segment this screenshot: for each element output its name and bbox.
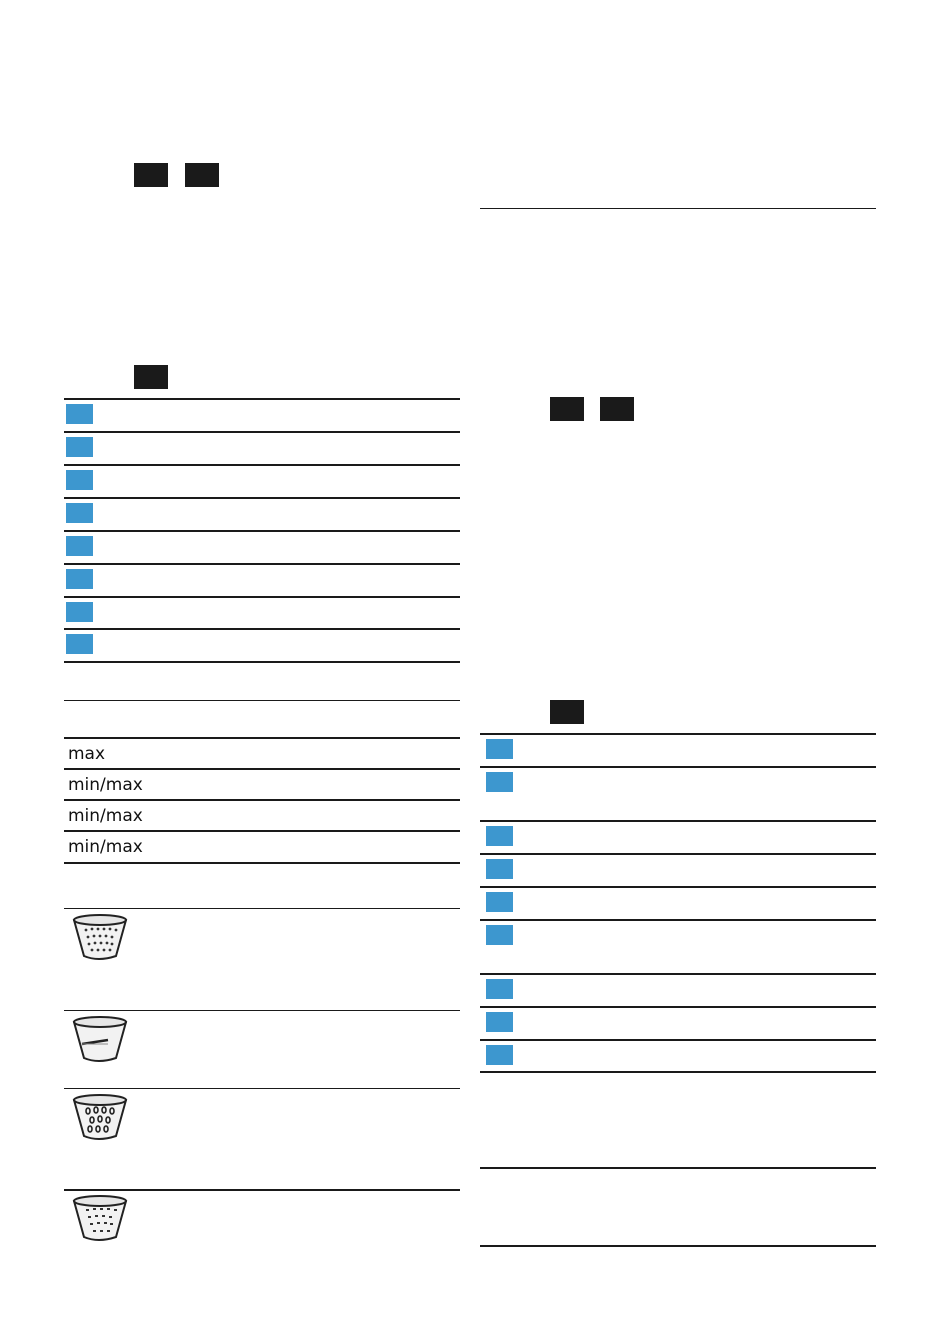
number-badge [66,569,93,589]
number-badge [486,772,513,792]
capacity-label: max [68,744,106,764]
number-badge [66,503,93,523]
number-badge [66,404,93,424]
number-badge [486,1012,513,1032]
right-column [480,0,876,1324]
left-column [64,0,460,1324]
medium-grater-disc-icon [68,1193,128,1249]
number-badge [486,739,513,759]
number-badge [66,602,93,622]
key-symbol [600,397,634,421]
number-badge [66,470,93,490]
capacity-label: min/max [68,837,143,857]
number-badge [486,859,513,879]
key-symbol [134,163,168,187]
number-badge [66,634,93,654]
number-badge [486,979,513,999]
number-badge [66,437,93,457]
key-symbol [185,163,219,187]
number-badge [486,1045,513,1065]
number-badge [66,536,93,556]
number-badge [486,892,513,912]
number-badge [486,925,513,945]
key-symbol [550,397,584,421]
number-badge [486,826,513,846]
capacity-label: min/max [68,775,143,795]
capacity-label: min/max [68,806,143,826]
section-key-symbol [550,700,584,724]
coarse-grater-disc-icon [68,1092,128,1148]
fine-grater-disc-icon [68,912,128,968]
slicing-disc-icon [68,1014,128,1070]
section-key-symbol [134,365,168,389]
